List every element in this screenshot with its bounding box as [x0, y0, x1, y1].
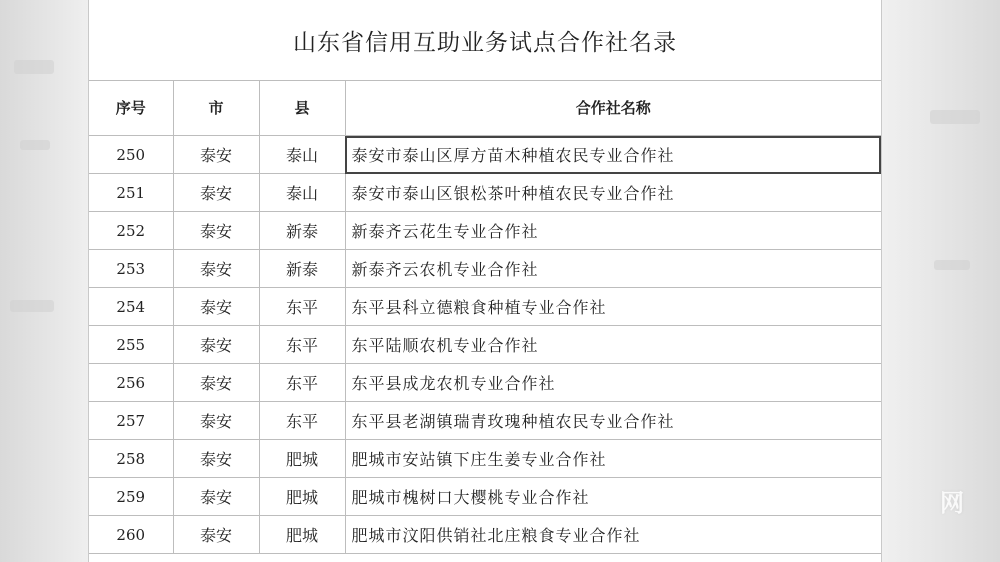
cell-name[interactable]: 肥城市槐树口大樱桃专业合作社: [345, 478, 881, 516]
cell-county[interactable]: 泰山: [259, 174, 345, 212]
cell-county[interactable]: 新泰: [259, 212, 345, 250]
cell-city[interactable]: 泰安: [173, 326, 259, 364]
cell-county[interactable]: 东平: [259, 364, 345, 402]
blurred-background-right: [880, 0, 1000, 562]
cell-name[interactable]: 东平县老湖镇瑞青玫瑰种植农民专业合作社: [345, 402, 881, 440]
cell-index[interactable]: 255: [89, 326, 173, 364]
cell-name[interactable]: 新泰齐云花生专业合作社: [345, 212, 881, 250]
cell-name[interactable]: 肥城市汶阳供销社北庄粮食专业合作社: [345, 516, 881, 554]
table-row: [89, 440, 881, 478]
cell-county[interactable]: 肥城: [259, 440, 345, 478]
table-row: [89, 136, 881, 174]
table-row: [89, 212, 881, 250]
column-header-city[interactable]: 市: [173, 80, 259, 136]
cell-city[interactable]: 泰安: [173, 478, 259, 516]
cell-index[interactable]: 251: [89, 174, 173, 212]
cell-city[interactable]: 泰安: [173, 250, 259, 288]
site-watermark: 网: [940, 489, 964, 517]
cell-index[interactable]: 254: [89, 288, 173, 326]
table-header-row: [89, 80, 881, 136]
cell-name[interactable]: 肥城市安站镇下庄生姜专业合作社: [345, 440, 881, 478]
table-row: [89, 174, 881, 212]
blurred-background-left: [0, 0, 88, 562]
table-row: [89, 402, 881, 440]
cell-index[interactable]: 250: [89, 136, 173, 174]
spreadsheet-document: [88, 0, 882, 562]
cell-name[interactable]: 新泰齐云农机专业合作社: [345, 250, 881, 288]
cell-index[interactable]: 257: [89, 402, 173, 440]
cell-city[interactable]: 泰安: [173, 288, 259, 326]
cell-city[interactable]: 泰安: [173, 516, 259, 554]
cell-city[interactable]: 泰安: [173, 174, 259, 212]
table-row: [89, 326, 881, 364]
cell-county[interactable]: 东平: [259, 288, 345, 326]
column-header-county[interactable]: 县: [259, 80, 345, 136]
cell-city[interactable]: 泰安: [173, 212, 259, 250]
cell-name-selected[interactable]: 泰安市泰山区厚方苗木种植农民专业合作社: [345, 136, 881, 174]
cell-county[interactable]: 东平: [259, 326, 345, 364]
cell-county[interactable]: 泰山: [259, 136, 345, 174]
cell-city[interactable]: 泰安: [173, 440, 259, 478]
cell-city[interactable]: 泰安: [173, 402, 259, 440]
cell-index[interactable]: 256: [89, 364, 173, 402]
column-header-index[interactable]: 序号: [89, 80, 173, 136]
cell-county[interactable]: 肥城: [259, 516, 345, 554]
cell-county[interactable]: 新泰: [259, 250, 345, 288]
cell-city[interactable]: 泰安: [173, 136, 259, 174]
cell-county[interactable]: 东平: [259, 402, 345, 440]
cell-index[interactable]: 258: [89, 440, 173, 478]
cell-index[interactable]: 253: [89, 250, 173, 288]
cell-index[interactable]: 260: [89, 516, 173, 554]
cell-name[interactable]: 泰安市泰山区银松茶叶种植农民专业合作社: [345, 174, 881, 212]
cooperative-table: [89, 80, 881, 554]
cell-name[interactable]: 东平县科立德粮食种植专业合作社: [345, 288, 881, 326]
table-row: [89, 288, 881, 326]
table-row: [89, 516, 881, 554]
column-header-name[interactable]: 合作社名称: [345, 80, 881, 136]
table-row: [89, 250, 881, 288]
table-row: [89, 478, 881, 516]
document-title: 山东省信用互助业务试点合作社名录: [89, 0, 881, 81]
cell-index[interactable]: 252: [89, 212, 173, 250]
cell-county[interactable]: 肥城: [259, 478, 345, 516]
table-row: [89, 364, 881, 402]
cell-name[interactable]: 东平陆顺农机专业合作社: [345, 326, 881, 364]
cell-city[interactable]: 泰安: [173, 364, 259, 402]
cell-index[interactable]: 259: [89, 478, 173, 516]
cell-name[interactable]: 东平县成龙农机专业合作社: [345, 364, 881, 402]
